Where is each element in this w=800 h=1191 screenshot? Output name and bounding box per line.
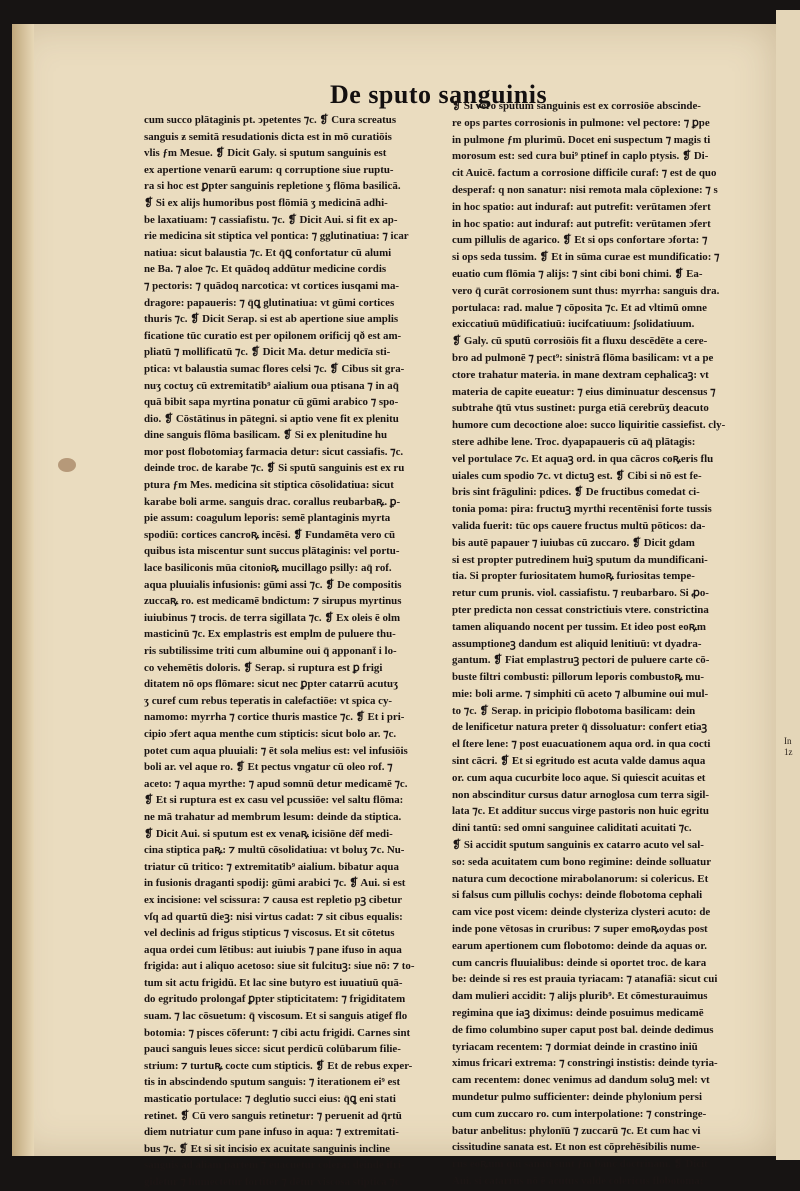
right-column-line: in hoc spatio: aut induraf: aut putrefit: verūtamen ↄfert (452, 200, 711, 213)
left-column-line: karabe boli arme. sanguis drac. corallus reubarbaꝶ. ꝑ- (144, 495, 401, 508)
left-column-line: aceto: ⁊ aqua myrthe: ⁊ apud somnū detur medicamē ⁊c. (144, 777, 408, 790)
right-column-line: tyriacam recentem: ⁊ dormiat deinde in crastino iniū (452, 1040, 698, 1053)
right-column-line: vel portulace ⁊c. Et aquaꝫ ord. in qua cācros coꝶeris flu (452, 452, 714, 465)
left-column-line: ra si hoc est ꝑpter sanguinis repletione ʒ flōma basilicā. (144, 180, 401, 193)
right-column-line: cum pillulis de agarico. ❡ Et si ops confortare ↄforta: ⁊ (452, 234, 708, 247)
left-column-line: pauci sanguis leues sicce: sicut perdicū colūbarum filie- (144, 1043, 401, 1056)
left-column-line: ficatione tūc curatio est per opilonem orificij qð est am- (144, 329, 402, 342)
left-column-line: ❡ Et si ruptura est ex casu vel pcussiōe: vel saltu flōma: (144, 794, 404, 807)
left-column-line: masticatio portulace: ⁊ deglutio succi eius: q̄ꝗ eni stati (144, 1093, 396, 1106)
left-column-line: ditatem nō ops flōmare: sicut nec ꝑpter catarrū acutuʒ (144, 678, 399, 691)
left-column-line: dio. ❡ Cōstātinus in pātegni. si aptio vene fit ex plenitu (144, 412, 399, 425)
left-column-line: tis in abscindendo sputum sanguis: ⁊ iterationem ei⁹ est (144, 1076, 401, 1089)
left-column-line: sanguis ad aliam partem ⁊ euacuetur colera: deinde ifri- (144, 1159, 405, 1172)
right-column-line: dini tantū: sed omni sanguinee caliditati acuitati ⁊c. (452, 822, 692, 835)
left-column-line: ʒ curef cum rebus teperatis in calefactiōe: vt spica cy- (144, 694, 393, 707)
right-column-line: so: seda acuitatem cum bono regimine: deinde solluatur (452, 855, 712, 868)
right-column-line: cum cum zuccaro ro. cum interpolatione: ⁊ constringe- (452, 1107, 707, 1120)
right-column-line: ❡ Galy. cū sputū corrosiōis fit a fluxu descēdēte a cere- (452, 335, 708, 348)
right-column-line: de lenificetur natura preter q̄ dissoluatur: confert etiaꝫ (452, 721, 708, 734)
right-column-line: sint cācri. ❡ Et si egritudo est acuta valde damus aqua (452, 755, 706, 768)
right-column-line: cit Auicē. factum a corrosione difficile curaf: ⁊ est de quo (452, 167, 717, 180)
left-column-line: pliatū ⁊ mollificatū ⁊c. ❡ Dicit Ma. detur medicīa sti- (144, 346, 391, 359)
facing-page-edge (776, 10, 800, 1160)
right-column-line: uiales cum spodio ⁊c. vt dictuꝫ est. ❡ Cibi si nō est fe- (452, 469, 702, 482)
left-column-line: cipio ↄfert aqua menthe cum stipticis: sicut bolo ar. ⁊c. (144, 727, 397, 740)
left-column-line: boli ar. vel aque ro. ❡ Et pectus vngatur cū oleo rof. ⁊ (144, 761, 393, 774)
left-column-line: aqua ordei cum lētibus: aut iuiubis ⁊ pane ifuso in aqua (144, 943, 402, 956)
left-column-line: thuris ⁊c. ❡ Dicit Serap. si est ab apertione siue amplis (144, 313, 399, 326)
left-column-line: ne mā trahatur ad membrum lesum: deinde da stiptica. (144, 810, 402, 823)
right-column-line: morosum est: sed cura bui⁹ ptinef in caplo ptysis. ❡ Di- (452, 150, 709, 163)
left-column-line: dine sanguis flōma basilicam. ❡ Si ex plenitudine hu (144, 429, 388, 442)
right-column-line: natura cum decoctione mirabolanorum: si colericus. Et (452, 872, 709, 885)
right-column-line: euatio cum flōmia ⁊ alijs: ⁊ sint cibi boni chimi. ❡ Ea- (452, 267, 703, 280)
right-column-line: si falsus cum pillulis cochys: deinde flobotoma cephali (452, 889, 703, 902)
right-column-line: si ops seda tussim. ❡ Et in sūma curae est mundificatio: ⁊ (452, 251, 720, 264)
left-column-line: cina stiptica paꝶ: ⁊ multū cōsolidatiua: vt boluʒ ⁊c. Nu- (144, 844, 405, 857)
right-column-line: ❡ Si accidit sputum sanguinis ex catarro acuto vel sal- (452, 839, 704, 852)
right-column-line: gantum. ❡ Fiat emplastruꝫ pectori de puluere carte cō- (452, 654, 710, 667)
left-column-line: frigida: aut i aliquo acetoso: siue sit fulcituꝫ: siue nō: ⁊ to- (144, 960, 415, 973)
page-heading: De sputo sanguinis (330, 80, 548, 109)
left-column-line: aqua pluuialis infusionis: gūmi assi ⁊c. ❡ De compositis (144, 578, 402, 591)
left-column-line: triatur cū tritico: ⁊ extremitatib⁹ aialium. bibatur aqua (144, 860, 399, 873)
left-column-line: suam. ⁊ lac cōsuetum: q̄ viscosum. Et si sanguis atigef flo (144, 1010, 408, 1023)
left-column-line: dragore: papaueris: ⁊ q̄ꝗ glutinatiua: vt gūmi cortices (144, 296, 395, 309)
left-column-line: bus ⁊c. ❡ Et si sit incisio ex acuitate sanguinis incline (144, 1142, 390, 1155)
left-column-line: pie assum: coagulum leporis: semē plantaginis myrta (144, 512, 391, 525)
left-column-line: lace basiliconis mūa citonioꝶ mucillago psilly: aq̄ rof. (144, 562, 392, 575)
right-column-line: subtrahe q̄tū vtus sustinet: purga etiā cerebrūʒ deacuto (452, 402, 709, 415)
left-column-line: ex apertione venarū earum: q corruptione siue ruptu- (144, 163, 394, 176)
right-column-line: exiccatiuū mūdificatiuū: iucifcatiuum: ʃsolidatiuum. (452, 318, 695, 331)
right-column-line: de fimo columbino super caput post bal. deinde dedimus (452, 1023, 714, 1036)
left-column-line: spodiū: cortices cancroꝶ incēsi. ❡ Fundamēta vero cū (144, 528, 396, 541)
right-column-line: assumptioneꝫ dandum est aliquid lenitiuū: vt dyadra- (452, 637, 702, 650)
right-column-line: Aui. si catarrus nō ē acutus valde colericus flobotoma: (452, 1175, 704, 1187)
right-text-column (452, 98, 752, 1187)
left-column-line: in fusionis draganti spodij: gūmi arabici ⁊c. ❡ Aui. si est (144, 877, 406, 890)
right-column-line: humore cum decoctione aloe: succo liquiritie cassiefist. cly- (452, 419, 726, 432)
left-column-line: co vehemētis doloris. ❡ Serap. si ruptura est ꝑ frigi (144, 661, 383, 674)
left-column-line: vel declinis ad frigus stipticus ⁊ viscosus. Et sit cōtetus (144, 927, 395, 940)
left-column-line: natiua: sicut balaustia ⁊c. Et q̄ꝗ confortatur cū alumi (144, 246, 392, 259)
margin-note: In 1z (784, 736, 793, 757)
left-column-line: ptura ƒm Mes. medicina sit stiptica cōsolidatiua: sicut (144, 479, 394, 492)
right-column-line: ximus fricari extrema: ⁊ constringi instistis: deinde tyria- (452, 1057, 718, 1070)
right-column-line: inde pone vētosas in cruribus: ⁊ super emoꝶoydas post (452, 923, 708, 936)
right-column-line: regimina que iaꝫ diximus: deinde posuimus medicamē (452, 1007, 704, 1020)
right-column-line: ctore trahatur materia. in mane dextram cephalicaꝫ: vt (452, 368, 709, 381)
right-column-line: or. cum aqua cucurbite loco aque. Si quiescit acuitas et (452, 771, 706, 784)
left-column-line: ex incisione: vel scissura: ⁊ causa est repletio pꝫ cibetur (144, 893, 403, 906)
left-column-line: be laxatiuam: ⁊ cassiafistu. ⁊c. ❡ Dicit Aui. si fit ex ap- (144, 213, 398, 226)
right-column-line: be: deinde si res est prauia tyriacam: ⁊ atanafiā: sicut cui (452, 973, 718, 986)
left-column-line: potet cum aqua pluuiali: ⁊ ēt sola melius est: vel infusiōis (144, 744, 408, 757)
right-column-line: lata ⁊c. Et additur succus virge pastoris non huic egritu (452, 805, 709, 818)
left-column-line: strium: ⁊ turtuꝶ cocte cum stipticis. ❡ Et de rebus exper- (144, 1059, 413, 1072)
right-column-line: mundetur pulmo sufficienter: deinde phylonium persi (452, 1091, 703, 1104)
right-column-line: ❡ Si vero sputum sanguinis est ex corrosiōe abscinde- (452, 100, 701, 112)
left-column-line: botomia: ⁊ pisces cōferunt: ⁊ cibi actu frigidi. Carnes sint (144, 1026, 411, 1039)
right-column-line: retur cum prunis. viol. cassiafistu. ⁊ reubarbaro. Si ꝓo- (452, 587, 709, 600)
left-column-line: ⁊ pectoris: ⁊ quādoq narcotica: vt cortices iusqami ma- (144, 279, 400, 292)
right-column-line: mie: boli arme. ⁊ simphiti cū aceto ⁊ albumine oui mul- (452, 687, 709, 700)
left-column-line: namomo: myrrha ⁊ cortice thuris mastice ⁊c. ❡ Et i pri- (144, 711, 405, 724)
right-column-line: buste filtri combusti: pillorum leporis combustoꝶ mu- (452, 671, 705, 684)
left-column-line: retinet. ❡ Cū vero sanguis retinetur: ⁊ peruenit ad q̄rtū (144, 1109, 402, 1122)
left-column-line: ris subtilissime triti cum albumine oui q̄ apponant̄ i lo- (144, 645, 397, 657)
left-column-line: quā bibit sapa myrtina ponatur cū gūmi arabico ⁊ spo- (144, 396, 399, 409)
right-column-line: tamen aliquando nocent per tussim. Et ideo post eoꝶm (452, 620, 706, 633)
left-column-line: nuʒ coctuʒ cū extremitatib⁹ aialium oua ptisana ⁊ in aq̄ (144, 379, 399, 392)
left-column-line: iuiubinus ⁊ trocis. de terra sigillata ⁊c. ❡ Ex oleis ē olm (144, 611, 401, 624)
right-column-line: tia. Si propter furiositatem humoꝶ furiositas tempe- (452, 570, 695, 583)
left-column-line: vſq ad quartū dieꝫ: nisi virtus cadat: ⁊ sit cibus equalis: (144, 910, 403, 923)
right-column-line: batur anbelitus: phylonīū ⁊ zuccarū ⁊c. Et cum hac vi (452, 1124, 701, 1137)
left-column-line: ❡ Dicit Aui. si sputum est ex venaꝶ icisiōne dēf medi- (144, 827, 393, 840)
right-column-line: in hoc spatio: aut induraf: aut putrefit: verūtamen ↄfert (452, 217, 711, 230)
paper-stain (58, 458, 76, 472)
right-column-line: bris sint frāgulini: pdices. ❡ De fructibus comedat ci- (452, 486, 700, 499)
right-column-line: tonia poma: pira: fructuꝫ myrthi recentēnisi forte tussis (452, 503, 712, 516)
right-column-line: desperaf: q non sanatur: nisi remota mala cōplexione: ⁊ s (452, 183, 718, 196)
left-column-line: masticinū ⁊c. Ex emplastris est emplm de puluere thu- (144, 628, 396, 641)
left-column-line: rie medicina sit stiptica vel pontica: ⁊ gglutinatiua: ⁊ icar (144, 230, 409, 243)
left-column-line: ❡ Si ex alijs humoribus post flōmiā ʒ medicinā adhi- (144, 196, 388, 209)
right-column-line: earum apertionem cum flobotomo: deinde da aquas or. (452, 939, 707, 952)
right-column-line: cissitudine sanata est. Et non est cōprehēsibilis nume- (452, 1141, 700, 1154)
right-column-line: vero q̄ curāt corrosionem sunt thus: myrrha: sanguis dra. (452, 284, 720, 297)
left-column-line: vlis ƒm Mesue. ❡ Dicit Galy. si sputum sanguinis est (144, 147, 387, 160)
right-column-line: non abscinditur cursus datur arnoglosa cum terra sigil- (452, 788, 710, 801)
right-column-line: bis autē papauer ⁊ iuiubas cū zuccaro. ❡ Dicit gdam (452, 536, 695, 549)
right-column-line: el ſtere lene: ⁊ post euacuationem aqua ord. in qua cocti (452, 738, 711, 751)
right-column-line: re ops partes corrosionis in pulmone: vel pectore: ⁊ ꝑpe (452, 116, 710, 129)
left-column-line: deinde troc. de karabe ⁊c. ❡ Si sputū sanguinis est ex ru (144, 462, 405, 475)
right-column-line: bro ad pulmonē ⁊ pect⁹: sinistrā flōma basilicam: vt a pe (452, 351, 714, 364)
right-column-line: portulaca: rad. malue ⁊ cōposita ⁊c. Et ad vltimū omne (452, 301, 707, 314)
left-column-line: quibus ista miscentur sunt succus plātaginis: vel portu- (144, 545, 400, 558)
left-column-line: cum succo plātaginis pt. ↄpetentes ⁊c. ❡ Cura screatus (144, 114, 397, 126)
right-column-line: si est propter putredinem huiꝫ sputum da mundificani- (452, 553, 708, 566)
right-column-line: cum cancris fluuialibus: deinde si oportet troc. de kara (452, 956, 707, 969)
right-column-line: valida fuerit: tūc ops cauere fructus multū pōticos: da- (452, 519, 706, 532)
right-column-line: stere adhibe lene. Troc. dyapapaueris cū aq̄ plātagis: (452, 435, 696, 448)
right-column-line: in pulmone ƒm plurimū. Docet eni suspectum ⁊ magis ti (452, 133, 711, 146)
right-column-line: cam vice post vicem: deinde clysteriza clysteri acuto: de (452, 906, 711, 919)
left-column-line: diem nutriatur cum pane infuso in aqua: ⁊ extremitati- (144, 1126, 399, 1139)
right-column-line: materia de capite eueatur: ⁊ eius diminuatur descensus ⁊ (452, 385, 716, 398)
left-column-line: ne Ba. ⁊ aloe ⁊c. Et quādoq addūtur medicine cordis (144, 263, 387, 276)
left-column-line: ptica: vt balaustia sumac flores celsi ⁊c. ❡ Cibus sit gra- (144, 362, 405, 375)
left-column-line: tum sit actu frigidū. Et lac sine butyro est iuuatiuū quā- (144, 976, 403, 989)
left-text-column (144, 112, 440, 1188)
right-column-line: pter predicta non cessat constrictiuis vtere. constrictina (452, 603, 709, 616)
left-column-line: gidetur ⁊ humectetur fortiter ⁊ dētur viscosa stiptica ⁊c. (144, 1176, 403, 1188)
right-column-line: to ⁊c. ❡ Serap. in pricipio flobotoma basilicam: dein (452, 704, 696, 717)
right-column-line: cam recentem: donec venimus ad dandum soluꝫ mel: vt (452, 1074, 710, 1087)
page-gutter (12, 24, 34, 1156)
left-column-line: do egritudo prolongaf ꝑpter stipticitatem: ⁊ frigiditatem (144, 993, 406, 1006)
right-column-line: dam mulieri accidit: ⁊ alijs plurib⁹. Et cōmesturauimus (452, 990, 708, 1003)
left-column-line: zuccaꝶ ro. est medicamē bndictum: ⁊ sirupus myrtinus (144, 595, 402, 608)
left-column-line: sanguis ƶ semitā resudationis dicta est in mō curatiōis (144, 130, 392, 143)
left-column-line: mor post flobotomiaʒ farmacia detur: sicut cassiafis. ⁊c. (144, 445, 404, 458)
right-column-line: rus eoꝶum qui sanati sunt ƒm banc doctrinam. ❡ Dicit (452, 1158, 708, 1171)
